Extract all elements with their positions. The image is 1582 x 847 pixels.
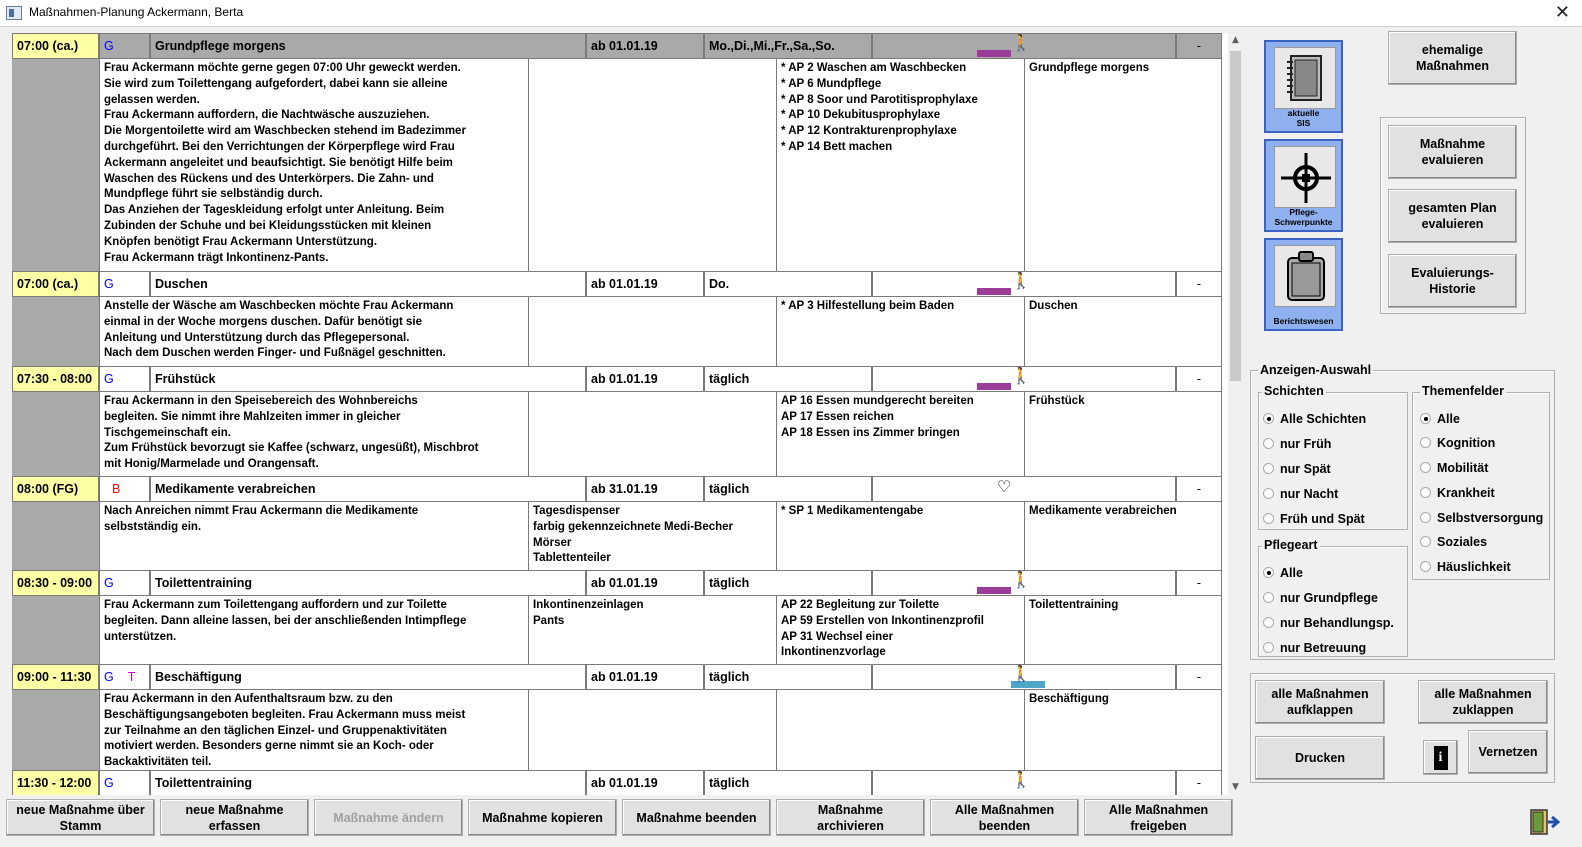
detail-gutter (12, 392, 99, 476)
measure-name: Duschen (150, 271, 586, 297)
copy-measure-button[interactable]: Maßnahme kopieren (468, 799, 617, 836)
topic-home-radio[interactable] (1420, 560, 1511, 574)
measure-symbols (872, 664, 1176, 690)
notebook-icon (1274, 47, 1336, 109)
measure-care-steps (777, 690, 1025, 770)
measure-symbols (872, 33, 1176, 59)
measure-aids: Tagesdispenser farbig gekennzeichnete Medi-Becher Mörser Tablettenteiler (529, 502, 777, 570)
care-type-code-secondary: T (127, 670, 136, 684)
edit-measure-button[interactable]: Maßnahme ändern (314, 799, 463, 836)
print-button[interactable]: Drucken (1255, 736, 1385, 780)
new-measure-button[interactable]: neue Maßnahme erfassen (160, 799, 309, 836)
measure-name: Medikamente verabreichen (150, 476, 586, 502)
measure-aids (529, 59, 777, 271)
measure-care-steps: * SP 1 Medikamentengabe (777, 502, 1025, 570)
measure-code (99, 770, 150, 795)
measure-time: 11:30 - 12:00 (12, 770, 99, 795)
radio-dot (1263, 592, 1274, 603)
measure-start-date: ab 01.01.19 (586, 770, 704, 795)
measure-description: Frau Ackermann in den Aufenthaltsraum bzw. zu den Beschäftigungsangeboten begleiten. Frau Ackermann muss meist zur Teilnahme an den täglichen Einzel- und Gruppenaktivitäten motiviert werden. Besonders gerne nimmt sie an Koch- oder Backaktivitäten teil. (99, 690, 529, 770)
collapse-all-button[interactable]: alle Maßnahmen zuklappen (1418, 680, 1548, 724)
clipboard-icon (1274, 245, 1336, 307)
measure-name: Toilettentraining (150, 570, 586, 596)
radio-label: nur Spät (1280, 462, 1331, 476)
measure-status: - (1176, 366, 1222, 392)
measure-start-date: ab 01.01.19 (586, 33, 704, 59)
topics-label: Themenfelder (1422, 384, 1504, 398)
radio-label: Krankheit (1437, 486, 1495, 500)
measure-code (99, 271, 150, 297)
measure-time: 07:00 (ca.) (12, 33, 99, 59)
shift-early-late-radio[interactable] (1263, 512, 1365, 526)
measure-start-date: ab 01.01.19 (586, 271, 704, 297)
radio-label: Alle (1280, 566, 1303, 580)
measure-code (99, 476, 150, 502)
radio-label: nur Nacht (1280, 487, 1339, 501)
detail-gutter (12, 502, 99, 570)
measure-days: täglich (704, 366, 872, 392)
walker-icon: 🚶 (1011, 666, 1031, 683)
detail-gutter (12, 59, 99, 271)
care-type-code: G (104, 372, 114, 386)
measure-aids (529, 297, 777, 366)
measure-description: Frau Ackermann in den Speisebereich des Wohnbereichs begleiten. Sie nimmt ihre Mahlzeiten immer in gleicher Tischgemeinschaft ein. Zum Frühstück bevorzugt sie Kaffee (schwarz, ungesüßt), Mischbrot mit Honig/Marmelade und Orangensaft. (99, 392, 529, 476)
care-focus-label: Pflege- Schwerpunkte (1274, 207, 1333, 227)
measure-days: täglich (704, 770, 872, 795)
care-type-code: B (112, 482, 121, 496)
reports-button[interactable] (1264, 238, 1343, 331)
app-icon (6, 6, 22, 20)
measure-details (12, 502, 1228, 570)
current-sis-button[interactable] (1264, 40, 1343, 133)
measure-reference: Frühstück (1025, 392, 1222, 476)
measure-start-date: ab 01.01.19 (586, 570, 704, 596)
measure-days: täglich (704, 570, 872, 596)
measure-name: Beschäftigung (150, 664, 586, 690)
measure-time: 09:00 - 11:30 (12, 664, 99, 690)
end-measure-button[interactable]: Maßnahme beenden (622, 799, 771, 836)
measure-header-row[interactable] (12, 570, 1228, 596)
radio-label: nur Behandlungsp. (1280, 616, 1394, 630)
evaluation-history-button[interactable]: Evaluierungs- Historie (1388, 254, 1517, 308)
care-support-radio[interactable] (1263, 641, 1366, 655)
measure-days: täglich (704, 664, 872, 690)
measure-care-steps: AP 16 Essen mundgerecht bereiten AP 17 Essen reichen AP 18 Essen ins Zimmer bringen (777, 392, 1025, 476)
measure-symbols (872, 476, 1176, 502)
walker-icon: 🚶 (1011, 35, 1031, 52)
shift-late-radio[interactable] (1263, 462, 1331, 476)
measure-description: Frau Ackermann zum Toilettengang auffordern und zur Toilette begleiten. Dann alleine lassen, bei der anschließenden Intimpflege unterstützen. (99, 596, 529, 664)
scroll-down-icon[interactable]: ▼ (1232, 782, 1239, 792)
care-type-code: G (104, 776, 114, 790)
mobility-bar (977, 383, 1011, 390)
care-basic-radio[interactable] (1263, 591, 1378, 605)
radio-dot (1420, 462, 1431, 473)
measure-time: 07:00 (ca.) (12, 271, 99, 297)
measure-start-date: ab 31.01.19 (586, 476, 704, 502)
radio-label: Selbstversorgung (1437, 511, 1544, 525)
measure-reference: Medikamente verabreichen (1025, 502, 1222, 570)
radio-dot (1263, 413, 1274, 424)
measures-list (12, 33, 1228, 795)
title-bar (0, 0, 1582, 27)
care-treatment-radio[interactable] (1263, 616, 1394, 630)
walker-icon: 🚶 (1011, 368, 1031, 385)
radio-dot (1263, 513, 1274, 524)
detail-gutter (12, 297, 99, 366)
radio-dot (1263, 488, 1274, 499)
care-type-code: G (104, 39, 114, 53)
shift-all-radio[interactable] (1263, 412, 1366, 426)
radio-label: nur Früh (1280, 437, 1332, 451)
shift-night-radio[interactable] (1263, 487, 1338, 501)
measure-status: - (1176, 33, 1222, 59)
radio-dot (1420, 413, 1431, 424)
window-title: Maßnahmen-Planung Ackermann, Berta (29, 5, 244, 19)
care-focus-button[interactable] (1264, 139, 1343, 232)
measure-reference: Beschäftigung (1025, 690, 1222, 770)
new-from-master-button[interactable]: neue Maßnahme über Stamm (6, 799, 155, 836)
measure-time: 08:00 (FG) (12, 476, 99, 502)
measure-details (12, 297, 1228, 366)
measure-header-row[interactable] (12, 366, 1228, 392)
radio-label: Häuslichkeit (1437, 560, 1511, 574)
mobility-bar (977, 50, 1011, 57)
radio-dot (1263, 463, 1274, 474)
measure-header-row[interactable] (12, 664, 1228, 690)
topic-social-radio[interactable] (1420, 535, 1487, 549)
measure-time: 07:30 - 08:00 (12, 366, 99, 392)
radio-label: Früh und Spät (1280, 512, 1365, 526)
measure-reference: Toilettentraining (1025, 596, 1222, 664)
measure-aids: Inkontinenzeinlagen Pants (529, 596, 777, 664)
close-icon[interactable]: ✕ (1554, 2, 1570, 23)
archive-measure-button[interactable]: Maßnahme archivieren (776, 799, 925, 836)
measure-symbols (872, 770, 1176, 795)
shifts-label: Schichten (1264, 384, 1324, 398)
measure-code (99, 664, 150, 690)
radio-dot (1263, 642, 1274, 653)
measure-header-row[interactable] (12, 271, 1228, 297)
measure-care-steps: AP 22 Begleitung zur Toilette AP 59 Erstellen von Inkontinenzprofil AP 31 Wechsel einer Inkontinenzvorlage (777, 596, 1025, 664)
measure-code (99, 570, 150, 596)
measure-description: Frau Ackermann möchte gerne gegen 07:00 Uhr geweckt werden. Sie wird zum Toilettengang aufgefordert, dabei kann sie alleine gelassen werden. Frau Ackermann auffordern, die Nachtwäsche auszuziehen. Die Morgentoilette wird am Waschbecken stehend im Badezimmer durchgeführt. Bei den Verrichtungen der Körperpflege wird Frau Ackermann angeleitet und beaufsichtigt. Sie benötigt Hilfe beim Waschen des Rückens und des Unterkörpers. Die Zahn- und Mundpflege führt sie selbständig durch. Das Anziehen der Tageskleidung erfolgt unter Anleitung. Beim Zubinden der Schuhe und bei Kleidungsstücken mit kleinen Knöpfen benötigt Frau Ackermann Unterstützung. Frau Ackermann trägt Inkontinenz-Pants. (99, 59, 529, 271)
expand-all-button[interactable]: alle Maßnahmen aufklappen (1255, 680, 1385, 724)
measure-code (99, 33, 150, 59)
radio-label: Mobilität (1437, 461, 1489, 475)
topic-selfcare-radio[interactable] (1420, 511, 1543, 525)
measure-symbols (872, 366, 1176, 392)
release-all-measures-button[interactable]: Alle Maßnahmen freigeben (1084, 799, 1233, 836)
measure-status: - (1176, 271, 1222, 297)
radio-label: nur Grundpflege (1280, 591, 1378, 605)
measure-header-row[interactable] (12, 476, 1228, 502)
measure-start-date: ab 01.01.19 (586, 664, 704, 690)
measure-care-steps: * AP 3 Hilfestellung beim Baden (777, 297, 1025, 366)
radio-label: Alle (1437, 412, 1460, 426)
measure-details (12, 690, 1228, 770)
care-type-code: G (104, 576, 114, 590)
measure-details (12, 596, 1228, 664)
radio-dot (1420, 437, 1431, 448)
measure-days: täglich (704, 476, 872, 502)
care-type-label: Pflegeart (1264, 538, 1318, 552)
care-type-code: G (104, 277, 114, 291)
info-icon: i (1434, 746, 1448, 770)
measure-header-row[interactable] (12, 33, 1228, 59)
measure-details (12, 392, 1228, 476)
measure-details (12, 59, 1228, 271)
radio-label: Soziales (1437, 535, 1488, 549)
exit-icon[interactable] (1528, 808, 1560, 836)
measure-description: Anstelle der Wäsche am Waschbecken möchte Frau Ackermann einmal in der Woche morgens duschen. Dafür benötigt sie Anleitung und Unterstützung durch das Pflegepersonal. Nach dem Duschen werden Finger- und Fußnägel geschnitten. (99, 297, 529, 366)
measure-status: - (1176, 664, 1222, 690)
measure-care-steps: * AP 2 Waschen am Waschbecken * AP 6 Mundpflege * AP 8 Soor und Parotitisprophylaxe * AP 10 Dekubitusprophylaxe * AP 12 Kontrakturenprophylaxe * AP 14 Bett machen (777, 59, 1025, 271)
radio-label: Alle Schichten (1280, 412, 1367, 426)
radio-dot (1420, 561, 1431, 572)
measure-header-row[interactable] (12, 770, 1228, 795)
walker-icon: 🚶 (1011, 772, 1031, 789)
evaluate-plan-button[interactable]: gesamten Plan evaluieren (1388, 189, 1517, 243)
mobility-bar (977, 587, 1011, 594)
heart-icon: ♡ (997, 479, 1012, 496)
measure-reference: Duschen (1025, 297, 1222, 366)
measure-status: - (1176, 476, 1222, 502)
radio-dot (1420, 487, 1431, 498)
measure-start-date: ab 01.01.19 (586, 366, 704, 392)
scroll-thumb[interactable] (1230, 51, 1241, 381)
measure-symbols (872, 271, 1176, 297)
end-all-measures-button[interactable]: Alle Maßnahmen beenden (930, 799, 1079, 836)
radio-label: nur Betreuung (1280, 641, 1367, 655)
network-button[interactable]: Vernetzen (1468, 730, 1548, 774)
topic-mobility-radio[interactable] (1420, 461, 1488, 475)
measure-code (99, 366, 150, 392)
former-measures-button[interactable]: ehemalige Maßnahmen (1388, 31, 1517, 85)
info-button[interactable] (1423, 740, 1458, 775)
measure-status: - (1176, 770, 1222, 795)
radio-label: Kognition (1437, 436, 1496, 450)
topic-cognition-radio[interactable] (1420, 436, 1495, 450)
measure-time: 08:30 - 09:00 (12, 570, 99, 596)
walker-icon: 🚶 (1011, 273, 1031, 290)
detail-gutter (12, 690, 99, 770)
measure-days: Do. (704, 271, 872, 297)
measure-aids (529, 392, 777, 476)
radio-dot (1263, 617, 1274, 628)
walker-icon: 🚶 (1011, 572, 1031, 589)
detail-gutter (12, 596, 99, 664)
current-sis-label: aktuelle SIS (1287, 108, 1320, 128)
radio-dot (1263, 438, 1274, 449)
measure-name: Grundpflege morgens (150, 33, 586, 59)
radio-dot (1420, 512, 1431, 523)
measure-reference: Grundpflege morgens (1025, 59, 1222, 271)
measure-days: Mo.,Di.,Mi.,Fr.,Sa.,So. (704, 33, 872, 59)
care-type-code: G (104, 670, 114, 684)
list-scrollbar[interactable] (1228, 33, 1243, 795)
radio-dot (1420, 536, 1431, 547)
mobility-bar (977, 288, 1011, 295)
shift-early-radio[interactable] (1263, 437, 1331, 451)
topic-illness-radio[interactable] (1420, 486, 1495, 500)
scroll-up-icon[interactable]: ▲ (1232, 35, 1239, 45)
measure-description: Nach Anreichen nimmt Frau Ackermann die Medikamente selbstständig ein. (99, 502, 529, 570)
evaluate-measure-button[interactable]: Maßnahme evaluieren (1388, 125, 1517, 179)
measure-name: Frühstück (150, 366, 586, 392)
measure-symbols (872, 570, 1176, 596)
measure-status: - (1176, 570, 1222, 596)
crosshair-icon (1274, 146, 1336, 208)
reports-label: Berichtswesen (1273, 316, 1334, 326)
care-all-radio[interactable] (1263, 566, 1303, 580)
measure-name: Toilettentraining (150, 770, 586, 795)
topic-all-radio[interactable] (1420, 412, 1460, 426)
measure-aids (529, 690, 777, 770)
radio-dot (1263, 567, 1274, 578)
display-selection-label: Anzeigen-Auswahl (1260, 363, 1372, 377)
